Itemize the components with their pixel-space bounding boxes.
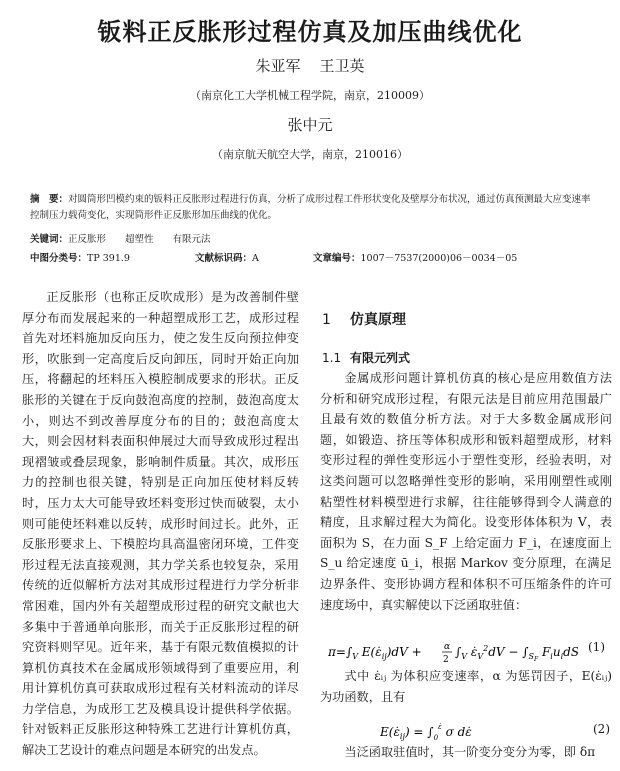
section-title: 仿真原理 — [350, 312, 406, 328]
subsection-heading — [322, 349, 410, 366]
abstract-text: 对圆筒形凹模约束的钣料正反胀形过程进行仿真，分析了成形过程工件形状变化及壁厚分布状况，通过仿真预测最大应变速率控制压力载荷变化，实现筒形件正反胀形加压曲线的优化。 — [30, 194, 591, 221]
paragraph-text: 金属成形问题计算机仿真的核心是应用数值方法分析和研究成形过程，有限元法是目前应用范围最广且最有效的数值分析方法。对于大多数金属成形问题，如锻造、挤压等体积成形和钣料超塑成形，材料变形过程的弹性变形远小于塑性变形，经验表明，对这类问题可以忽略弹性变形的影响，采用刚塑性或刚粘塑性材料模型进行求解，往往能够得到令人满意的精度，且求解过程大为简化。设变形体体积为 V，表面积为 S，在力面 S_F 上给定面力 F_i，在速度面上 S_u 给定速度 ū_i，根据 Markov 变分原理，在满足边界条件、变形协调方程和体积不可压缩条件的许可速度场中，真实解使以下泛函取驻值： — [320, 371, 612, 612]
paragraph-text: 式中 ε̇ᵢⱼ 为体积应变速率，α 为惩罚因子，E(ε̇ᵢⱼ) 为功函数，且有 — [320, 669, 612, 704]
abstract — [30, 192, 595, 224]
article-number — [313, 251, 517, 267]
subsection-title: 有限元列式 — [350, 351, 411, 365]
class-label: 中图分类号： — [30, 253, 88, 264]
doc-label: 文献标识码： — [195, 253, 253, 264]
keywords-label: 关键词： — [30, 234, 69, 245]
abstract-label: 摘 要： — [30, 194, 69, 205]
svg-text:2: 2 — [443, 655, 449, 665]
affiliation-1: （南京化工大学机械工程学院，南京，210009） — [190, 89, 430, 102]
equation-1-number: (1) — [588, 640, 605, 654]
authors-line-2: 张中元 — [287, 116, 333, 134]
body-paragraph-3 — [320, 742, 612, 763]
equation-1 — [328, 640, 578, 669]
svg-text:π=∫V E(ε̇ij)dV +: $\pi=\int_V$ $E(\varepsiloṅ_{ij})dV$ + — [328, 645, 422, 661]
svg-text:∫V ε̇V2dV − ∫SF FiuidS: $\int_V$ $\varepsiloṅ_V^2dV - \int_SF$ $F_iu_idS$ — [455, 644, 578, 663]
article-label: 文章编号： — [313, 253, 361, 264]
affiliation-2: （南京航天航空大学，南京，210016） — [212, 148, 408, 161]
subsection-number: 1.1 — [322, 351, 342, 365]
class-value: TP 391.9 — [87, 253, 130, 264]
authors-line-1: 朱亚军 王卫英 — [255, 57, 365, 75]
equation-2-number: (2) — [593, 722, 610, 736]
svg-text:E(ε̇ij) = ∫0ε̇ σ dε̇: $E(\varepsiloṅ_{ij}) = \int_0^{\varepsiloṅ}$ σ dε̇ — [380, 723, 472, 742]
classification-number — [30, 251, 130, 267]
body-paragraph-2 — [320, 666, 612, 707]
svg-text:α: α — [444, 642, 451, 652]
document-code — [195, 251, 259, 267]
doc-value: A — [252, 253, 259, 264]
article-value: 1007－7537(2000)06－0034－05 — [360, 253, 518, 264]
paragraph-text: 当泛函取驻值时，其一阶变分变分为零，即 δπ — [344, 745, 596, 759]
left-column — [22, 287, 299, 761]
body-paragraph-1 — [320, 368, 612, 615]
section-heading — [322, 309, 406, 329]
equation-1-svg — [328, 640, 578, 666]
intro-paragraph: 正反胀形（也称正反吹成形）是为改善制件壁厚分布而发展起来的一种超塑成形工艺，成形过程首先对坯料施加反向压力，使之发生反向预拉伸变形，吹胀到一定高度后反向卸压，同时开始正向加压，将翻起的坯料压入模腔制成要求的形状。正反胀形的关键在于反向鼓泡高度的控制，鼓泡高度太小，则达不到改善厚度分布的目的；鼓泡高度太大，则会因材料表面积伸展过大而导致成形过程出现褶皱或叠层现象，影响制件质量。其次，成形压力的控制也很关键，特别是正向加压使材料反转时，压力太大可能导致坯料变形过快而破裂，太小则可能使坯料难以反转，成形时间过长。此外，正反胀形要求上、下模腔均具高温密闭环境，工件变形过程无法直接观测，其力学关系也较复杂，采用传统的近似解析方法对其成形过程进行力学分析非常困难，国内外有关超塑成形过程的研究文献也大多集中于普通单向胀形，而关于正反胀形过程的研究资料则罕见。近年来，基于有限元数值模拟的计算机仿真技术在金属成形领域得到了重要应用，利用计算机仿真可获取成形过程有关材料流动的详尽力学信息，为成形工艺及模具设计提供科学依据。针对钣料正反胀形这种特殊工艺进行计算机仿真，解决工艺设计的难点问题是本研究的出发点。 — [22, 290, 299, 758]
section-number: 1 — [322, 312, 331, 328]
keywords — [30, 232, 211, 248]
keywords-text: 正反胀形 超塑性 有限元法 — [68, 234, 211, 245]
paper-title: 钣料正反胀形过程仿真及加压曲线优化 — [97, 18, 523, 46]
